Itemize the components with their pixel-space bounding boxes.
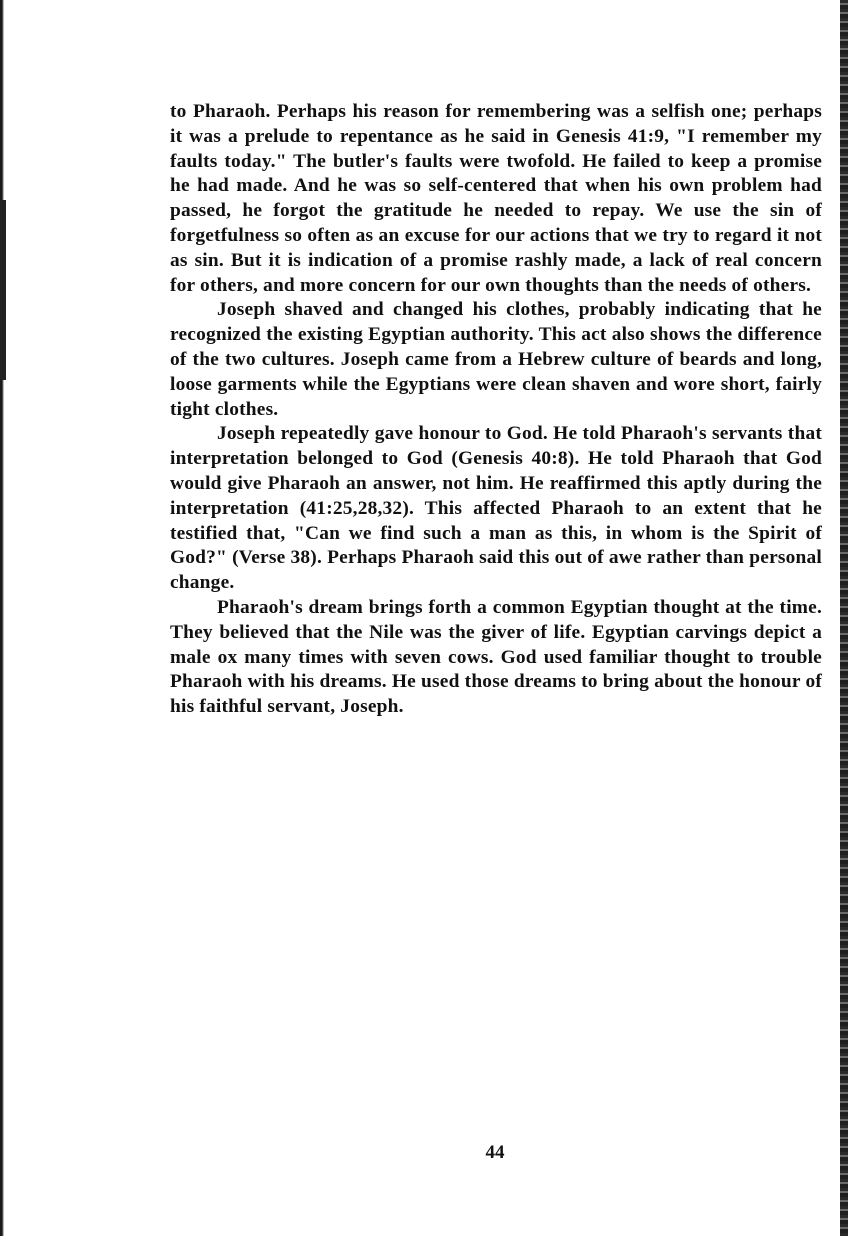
scan-edge-right	[840, 0, 848, 1236]
page-body	[170, 100, 822, 720]
scan-edge-left	[0, 0, 4, 1236]
scan-edge-notch	[0, 200, 6, 380]
paragraph-4: Pharaoh's dream brings forth a common Egyptian thought at the time. They believed that the Nile was the giver of life. Egyptian carvings depict a male ox many times with seven cows. God used familiar thought to trouble Pharaoh with his dreams. He used those dreams to bring about the honour of his faithful servant, Joseph.	[170, 596, 822, 718]
page-number: 44	[485, 1142, 505, 1163]
paragraph-1: to Pharaoh. Perhaps his reason for remembering was a selfish one; perhaps it was a prelude to repentance as he said in Genesis 41:9, "I remember my faults today." The butler's faults were twofold. He failed to keep a promise he had made. And he was so self-centered that when his own problem had passed, he forgot the gratitude he needed to repay. We use the sin of forgetfulness so often as an excuse for our actions that we try to regard it not as sin. But it is indication of a promise rashly made, a lack of real concern for others, and more concern for our own thoughts than the needs of others.	[170, 101, 822, 296]
paragraph-3: Joseph repeatedly gave honour to God. He told Pharaoh's servants that interpretation belonged to God (Genesis 40:8). He told Pharaoh that God would give Pharaoh an answer, not him. He reaffirmed this aptly during the interpretation (41:25,28,32). This affected Pharaoh to an extent that he testified that, "Can we find such a man as this, in whom is the Spirit of God?" (Verse 38). Perhaps Pharaoh said this out of awe rather than personal change.	[170, 423, 822, 594]
paragraph-2: Joseph shaved and changed his clothes, probably indicating that he recognized the existing Egyptian authority. This act also shows the difference of the two cultures. Joseph came from a Hebrew culture of beards and long, loose garments while the Egyptians were clean shaven and wore short, fairly tight clothes.	[170, 299, 822, 420]
